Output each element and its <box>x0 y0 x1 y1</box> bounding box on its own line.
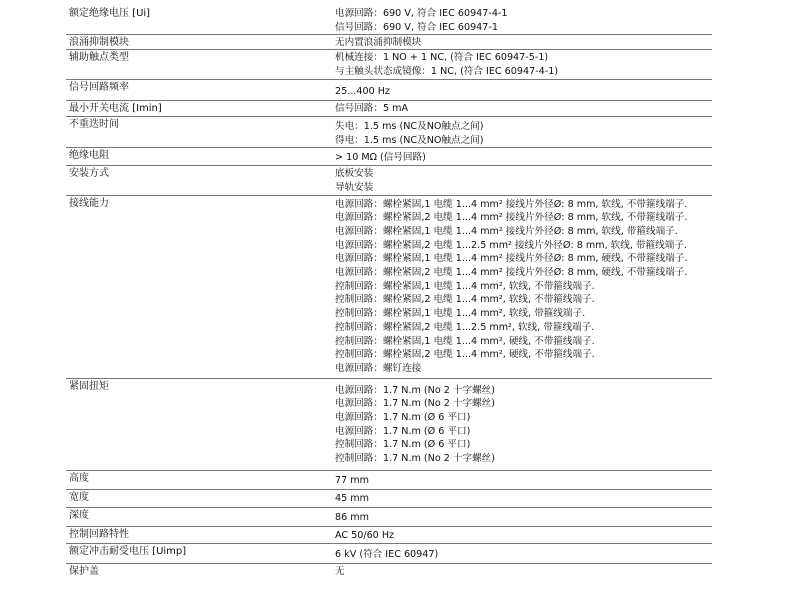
spec-value-line: 与主触头状态成镜像：1 NC, (符合 IEC 60947-4-1) <box>335 65 559 77</box>
spec-label: 浪涌抑制模块 <box>69 36 129 48</box>
spec-value-line: 电源回路：螺栓紧固,1 电缆 1...4 mm² 接线片外径Ø: 8 mm, 软线, 带箍线端子. <box>335 225 678 237</box>
spec-value <box>335 527 712 544</box>
spec-row <box>66 35 712 51</box>
spec-value-line: 86 mm <box>335 511 369 523</box>
spec-value-line: AC 50/60 Hz <box>335 530 395 541</box>
spec-label: 控制回路特性 <box>69 528 129 540</box>
spec-label: 绝缘电阻 <box>69 150 109 161</box>
spec-value <box>335 490 712 508</box>
spec-value-line: 6 kV (符合 IEC 60947) <box>335 549 439 560</box>
spec-label: 最小开关电流 [Imin] <box>69 102 162 114</box>
spec-value-line: 电源回路：螺栓紧固,2 电缆 1...4 mm² 接线片外径Ø: 8 mm, 软线, 不带箍线端子. <box>335 212 688 224</box>
spec-row <box>66 80 712 101</box>
spec-row <box>66 196 712 379</box>
spec-value <box>335 379 712 470</box>
spec-row <box>66 527 712 545</box>
spec-value <box>335 101 712 117</box>
spec-value <box>335 117 712 147</box>
spec-value-line: 得电：1.5 ms (NC及NO触点之间) <box>335 134 484 146</box>
spec-value-line: 机械连接：1 NO + 1 NC, (符合 IEC 60947-5-1) <box>335 52 549 63</box>
spec-value-line: 电源回路：螺栓紧固,2 电缆 1...4 mm² 接线片外径Ø: 8 mm, 硬线, 不带箍线端子. <box>335 267 688 279</box>
spec-value <box>335 564 712 581</box>
spec-label: 额定冲击耐受电压 [Uimp] <box>69 546 187 557</box>
spec-value-line: 电源回路：螺栓紧固,1 电缆 1...4 mm² 接线片外径Ø: 8 mm, 软线, 不带箍线端子. <box>335 198 688 210</box>
spec-row <box>66 490 712 509</box>
spec-value-line: 失电：1.5 ms (NC及NO触点之间) <box>335 121 484 132</box>
spec-row <box>66 50 712 80</box>
spec-row <box>66 6 712 35</box>
spec-value-line: 45 mm <box>335 493 369 504</box>
spec-table <box>66 6 712 581</box>
spec-label: 不重迭时间 <box>69 119 119 130</box>
spec-value-line: 无 <box>335 566 345 577</box>
spec-value-line: 控制回路：螺栓紧固,1 电缆 1...4 mm², 硬线, 不带箍线端子. <box>335 335 595 347</box>
spec-value <box>335 544 712 563</box>
spec-value <box>335 196 712 378</box>
spec-value-line: 控制回路：1.7 N.m (Ø 6 平口) <box>335 439 471 451</box>
spec-value-line: 电源回路：690 V, 符合 IEC 60947-4-1 <box>335 8 508 19</box>
spec-row <box>66 544 712 564</box>
spec-value-line: 控制回路：螺栓紧固,1 电缆 1...4 mm², 软线, 带箍线端子. <box>335 308 586 320</box>
spec-row <box>66 379 712 471</box>
spec-label: 高度 <box>69 472 89 484</box>
spec-row <box>66 166 712 196</box>
spec-value-line: 无内置浪涌抑制模块 <box>335 36 422 48</box>
spec-value-line: 25...400 Hz <box>335 85 390 97</box>
spec-label: 保护盖 <box>69 566 99 577</box>
spec-label: 宽度 <box>69 491 89 503</box>
spec-label: 深度 <box>69 510 89 521</box>
spec-value <box>335 50 712 79</box>
spec-value-line: 控制回路：螺栓紧固,2 电缆 1...4 mm², 软线, 不带箍线端子. <box>335 294 595 306</box>
spec-value <box>335 35 712 50</box>
spec-value-line: 电源回路：1.7 N.m (Ø 6 平口) <box>335 411 471 423</box>
spec-value-line: 77 mm <box>335 474 369 486</box>
spec-value <box>335 166 712 195</box>
spec-value-line: 电源回路：螺钉连接 <box>335 362 422 374</box>
spec-value-line: 底板安装 <box>335 168 374 179</box>
spec-value <box>335 471 712 489</box>
spec-value-line: 电源回路：1.7 N.m (No 2 十字螺丝) <box>335 384 496 396</box>
spec-label: 辅助触点类型 <box>69 52 129 63</box>
spec-value-line: 控制回路：螺栓紧固,2 电缆 1...2.5 mm², 软线, 带箍线端子. <box>335 321 595 333</box>
spec-value <box>335 80 712 100</box>
spec-value-line: 信号回路：690 V, 符合 IEC 60947-1 <box>335 21 498 33</box>
spec-row <box>66 564 712 581</box>
spec-label: 安装方式 <box>69 167 109 179</box>
spec-value-line: 控制回路：螺栓紧固,1 电缆 1...4 mm², 软线, 不带箍线端子. <box>335 280 595 292</box>
spec-label: 接线能力 <box>69 197 109 209</box>
spec-row <box>66 117 712 148</box>
spec-value-line: 电源回路：1.7 N.m (No 2 十字螺丝) <box>335 398 496 410</box>
spec-value-line: > 10 MΩ (信号回路) <box>335 151 426 163</box>
spec-value <box>335 6 712 34</box>
spec-value-line: 控制回路：螺栓紧固,2 电缆 1...4 mm², 硬线, 不带箍线端子. <box>335 349 595 361</box>
spec-value-line: 导轨安装 <box>335 181 374 193</box>
spec-row <box>66 148 712 166</box>
spec-value <box>335 508 712 526</box>
spec-value-line: 信号回路：5 mA <box>335 103 409 114</box>
spec-row <box>66 101 712 118</box>
spec-label: 紧固扭矩 <box>69 380 109 392</box>
spec-value-line: 控制回路：1.7 N.m (No 2 十字螺丝) <box>335 453 496 465</box>
spec-row <box>66 471 712 490</box>
spec-value-line: 电源回路：螺栓紧固,2 电缆 1...2.5 mm² 接线片外径Ø: 8 mm, 软线, 带箍线端子. <box>335 239 687 251</box>
spec-label: 信号回路频率 <box>69 82 129 93</box>
spec-value-line: 电源回路：螺栓紧固,1 电缆 1...4 mm² 接线片外径Ø: 8 mm, 硬线, 不带箍线端子. <box>335 253 688 265</box>
spec-value-line: 电源回路：1.7 N.m (Ø 6 平口) <box>335 425 471 437</box>
spec-value <box>335 148 712 165</box>
spec-label: 额定绝缘电压 [Ui] <box>69 8 151 19</box>
spec-row <box>66 508 712 527</box>
